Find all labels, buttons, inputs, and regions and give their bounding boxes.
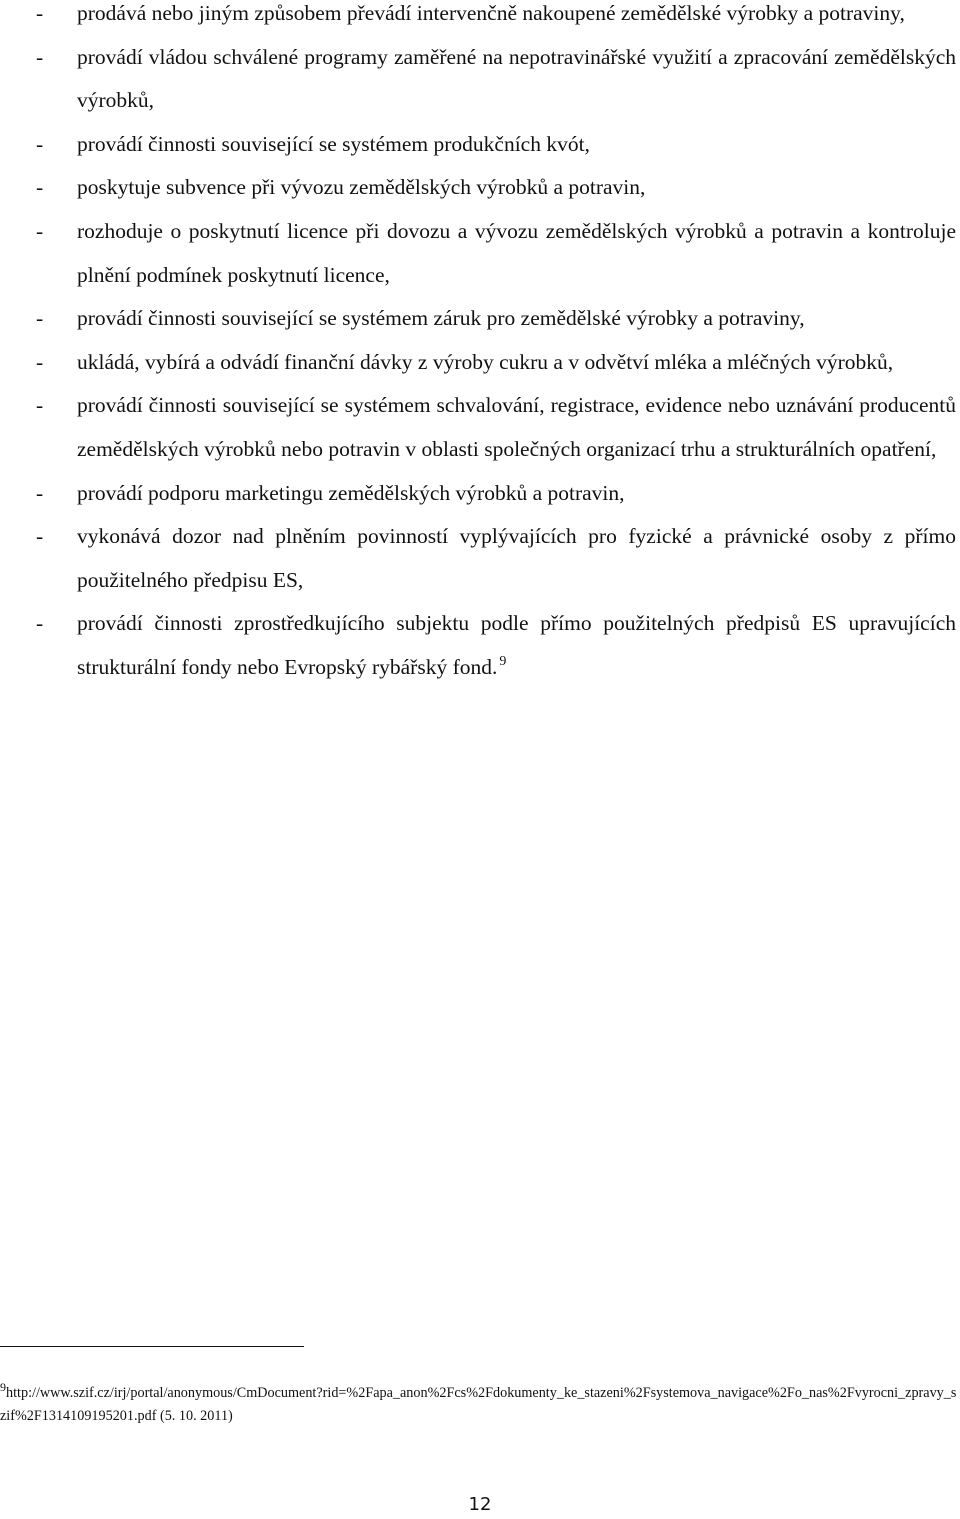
bullet-dash: - (36, 480, 44, 505)
list-item-text: provádí činnosti zprostředkujícího subjektu podle přímo použitelných předpisů ES upravujících strukturální fondy nebo Evropský rybářský fond. (77, 611, 956, 679)
list-item-text: provádí činnosti související se systémem schvalování, registrace, evidence nebo uznávání producentů zemědělských výrobků nebo potravin v oblasti společných organizací trhu a strukturálních opatření, (77, 393, 956, 461)
bullet-dash: - (36, 218, 44, 243)
list-item (0, 0, 960, 36)
bullet-dash: - (36, 44, 44, 69)
list-item (0, 166, 960, 210)
page-number: 12 (468, 1494, 492, 1515)
bullet-dash: - (36, 175, 44, 200)
footnote (0, 1382, 960, 1427)
list-item (0, 297, 960, 341)
list-item (0, 123, 960, 167)
list-item-text: prodává nebo jiným způsobem převádí intervenčně nakoupené zemědělské výrobky a potraviny, (77, 1, 905, 25)
bullet-dash: - (36, 349, 44, 374)
bullet-dash: - (36, 306, 44, 331)
list-item-text: provádí podporu marketingu zemědělských výrobků a potravin, (77, 480, 625, 505)
list-item (0, 210, 960, 297)
list-item (0, 602, 960, 689)
list-item-text: vykonává dozor nad plněním povinností vyplývajících pro fyzické a právnické osoby z přímo použitelného předpisu ES, (77, 524, 956, 592)
footnote-reference[interactable]: 9 (499, 653, 507, 669)
bullet-dash: - (36, 393, 44, 418)
list-item (0, 36, 960, 123)
list-item-text: rozhoduje o poskytnutí licence při dovozu a vývozu zemědělských výrobků a potravin a kontroluje plnění podmínek poskytnutí licence, (77, 218, 956, 287)
list-item-text: provádí činnosti související se systémem záruk pro zemědělské výrobky a potraviny, (77, 306, 805, 331)
bullet-dash: - (36, 611, 44, 636)
list-item-text: poskytuje subvence při vývozu zemědělských výrobků a potravin, (77, 175, 646, 200)
bullet-dash: - (36, 524, 44, 549)
footnote-separator (0, 1346, 304, 1347)
bullet-dash: - (36, 131, 44, 156)
footnote-marker: 9 (0, 1380, 6, 1394)
list-item (0, 384, 960, 471)
list-item-text: ukládá, vybírá a odvádí finanční dávky z výroby cukru a v odvětví mléka a mléčných výrobků, (77, 349, 894, 374)
list-item-text: provádí činnosti související se systémem produkčních kvót, (77, 131, 590, 156)
list-item (0, 472, 960, 516)
list-item (0, 515, 960, 602)
list-item-text: provádí vládou schválené programy zaměřené na nepotravinářské využití a zpracování zemědělských výrobků, (77, 44, 956, 113)
footnote-url[interactable]: http://www.szif.cz/irj/portal/anonymous/CmDocument?rid=%2Fapa_anon%2Fcs%2Fdokumenty_ke_stazeni%2Fsystemova_navigace%2Fo_nas%2Fvyrocni_zpravy_szif%2F1314109195201.pdf (5. 10. 2011) (0, 1385, 957, 1424)
bullet-list (0, 0, 960, 690)
bullet-dash: - (36, 1, 44, 25)
list-item (0, 341, 960, 385)
